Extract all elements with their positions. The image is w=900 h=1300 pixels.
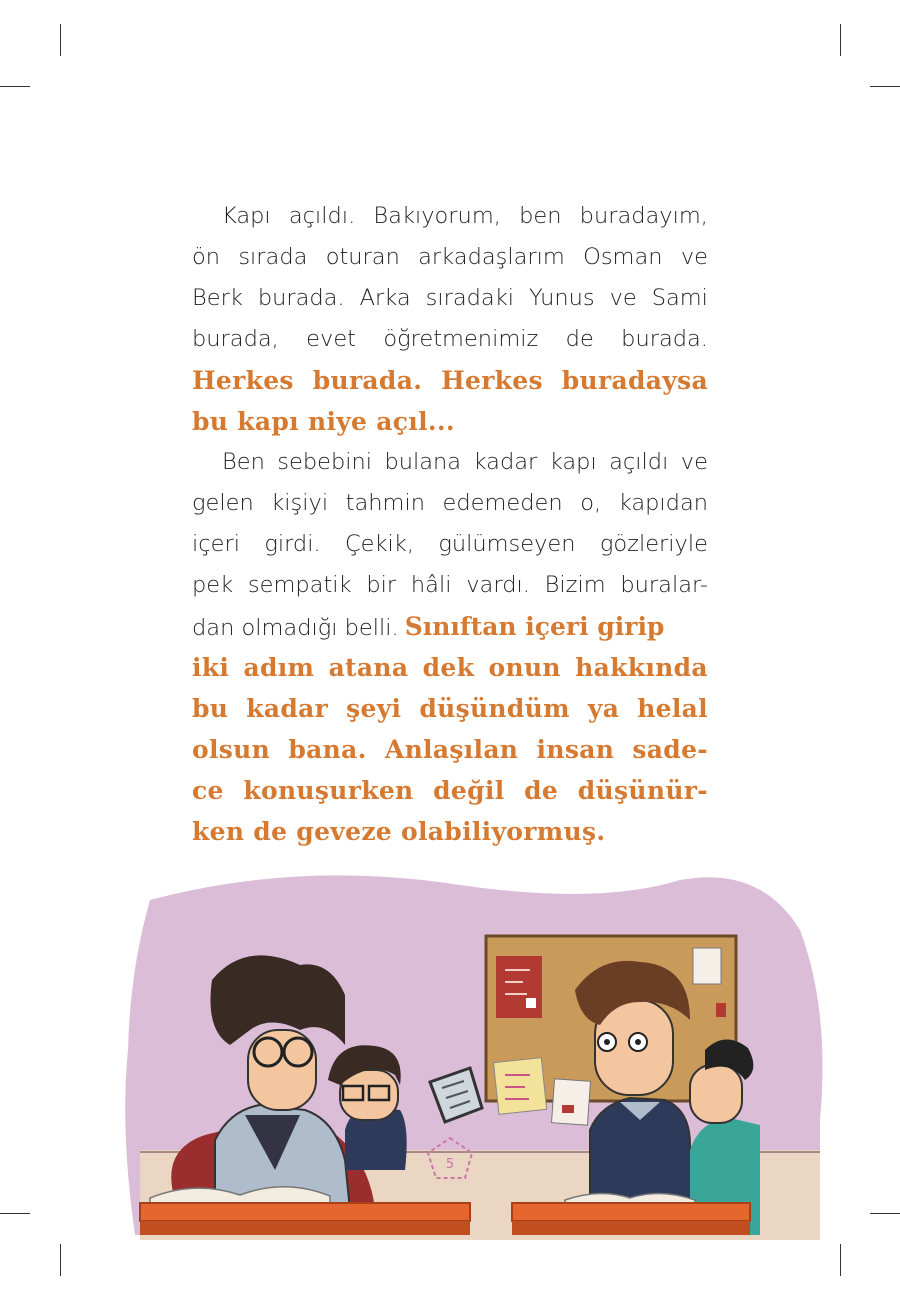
word: Osman xyxy=(583,244,663,270)
word: düşündüm xyxy=(419,694,570,723)
word: dek xyxy=(422,653,475,682)
word: sade- xyxy=(632,735,708,764)
word: sempatik xyxy=(247,572,352,598)
word: hakkında xyxy=(575,653,708,682)
word: helal xyxy=(637,694,708,723)
word: girdi. xyxy=(264,531,321,557)
word: ya xyxy=(587,694,620,723)
word: tahmin xyxy=(345,490,425,516)
word: bir xyxy=(366,572,397,598)
word: kadar xyxy=(473,449,538,475)
word: Yunus xyxy=(528,285,595,311)
word: bu xyxy=(192,694,229,723)
word: şeyi xyxy=(346,694,402,723)
emphasis-line xyxy=(192,770,708,811)
word: oturan xyxy=(325,244,400,270)
text-line xyxy=(192,278,708,319)
word: burada, xyxy=(192,326,279,352)
word: öğretmenimiz xyxy=(383,326,539,352)
word: olsun xyxy=(192,735,271,764)
word: açıldı. xyxy=(288,203,356,229)
word: Anlaşılan xyxy=(384,735,519,764)
word: ve xyxy=(680,449,708,475)
word: pek xyxy=(192,572,234,598)
crop-mark xyxy=(840,1244,841,1276)
word: içeri xyxy=(192,531,240,557)
word: Bizim xyxy=(544,572,606,598)
word: arkadaşlarım xyxy=(418,244,565,270)
page-number: 5 xyxy=(445,1157,455,1172)
text-line xyxy=(192,237,708,278)
text-line xyxy=(192,524,708,565)
word: o, xyxy=(580,490,602,516)
word: sıradaki xyxy=(425,285,514,311)
word: insan xyxy=(536,735,615,764)
word: ve xyxy=(609,285,637,311)
word: ve xyxy=(680,244,708,270)
crop-mark xyxy=(60,24,61,56)
emphasis-line: bu kapı niye açıl... xyxy=(192,407,455,436)
text-line xyxy=(192,483,708,524)
emphasis-line xyxy=(192,647,708,688)
crop-mark xyxy=(60,1244,61,1276)
word: adım xyxy=(243,653,315,682)
word: sebebini xyxy=(277,449,373,475)
crop-mark xyxy=(0,86,30,87)
text-line xyxy=(192,442,708,483)
word: kapı xyxy=(549,449,597,475)
emphasis-line xyxy=(192,729,708,770)
word: hâli xyxy=(410,572,452,598)
word: değil xyxy=(433,776,505,805)
desk-left xyxy=(140,1203,470,1235)
emphasis-line xyxy=(192,688,708,729)
crop-mark xyxy=(870,86,900,87)
word: onun xyxy=(488,653,561,682)
story-text xyxy=(192,196,708,852)
word: de xyxy=(524,776,559,805)
text-line xyxy=(192,319,708,360)
word: düşünür- xyxy=(577,776,708,805)
word: Kapı xyxy=(222,203,271,229)
emphasis-line: ken de geveze olabiliyormuş. xyxy=(192,817,606,846)
word: kişiyi xyxy=(271,490,329,516)
word: burada. xyxy=(312,366,423,395)
word: Ben xyxy=(222,449,265,475)
word: gözleriyle xyxy=(599,531,708,557)
word: Çekik, xyxy=(344,531,414,557)
word: vardı. xyxy=(466,572,530,598)
word: burada. xyxy=(621,326,708,352)
word: açıldı xyxy=(609,449,669,475)
word: Herkes xyxy=(441,366,543,395)
word: Sami xyxy=(651,285,708,311)
word: ön xyxy=(192,244,221,270)
word: buradaysa xyxy=(561,366,708,395)
word: ce xyxy=(192,776,224,805)
word: burada. xyxy=(257,285,345,311)
word: bana. xyxy=(288,735,367,764)
word: Herkes xyxy=(192,366,294,395)
word: gülümseyen xyxy=(438,531,576,557)
text-line xyxy=(192,565,708,606)
word: buralar- xyxy=(620,572,708,598)
word: kapıdan xyxy=(618,490,708,516)
word: ben xyxy=(519,203,562,229)
word: Berk xyxy=(192,285,243,311)
text-line xyxy=(192,196,708,237)
word: kadar xyxy=(246,694,329,723)
emphasis-line xyxy=(192,360,708,401)
word: sırada xyxy=(238,244,308,270)
word: konuşurken xyxy=(243,776,414,805)
word: Arka xyxy=(359,285,411,311)
mixed-line: dan olmadığı belli. Sınıftan içeri girip xyxy=(192,612,665,641)
desk-right xyxy=(512,1203,750,1235)
word: bulana xyxy=(384,449,462,475)
crop-mark xyxy=(840,24,841,56)
word: Bakıyorum, xyxy=(373,203,501,229)
word: gelen xyxy=(192,490,254,516)
word: evet xyxy=(306,326,356,352)
word: iki xyxy=(192,653,230,682)
word: de xyxy=(565,326,594,352)
word: edemeden xyxy=(442,490,563,516)
word: buradayım, xyxy=(579,203,708,229)
classroom-illustration xyxy=(0,870,900,1240)
word: atana xyxy=(328,653,409,682)
